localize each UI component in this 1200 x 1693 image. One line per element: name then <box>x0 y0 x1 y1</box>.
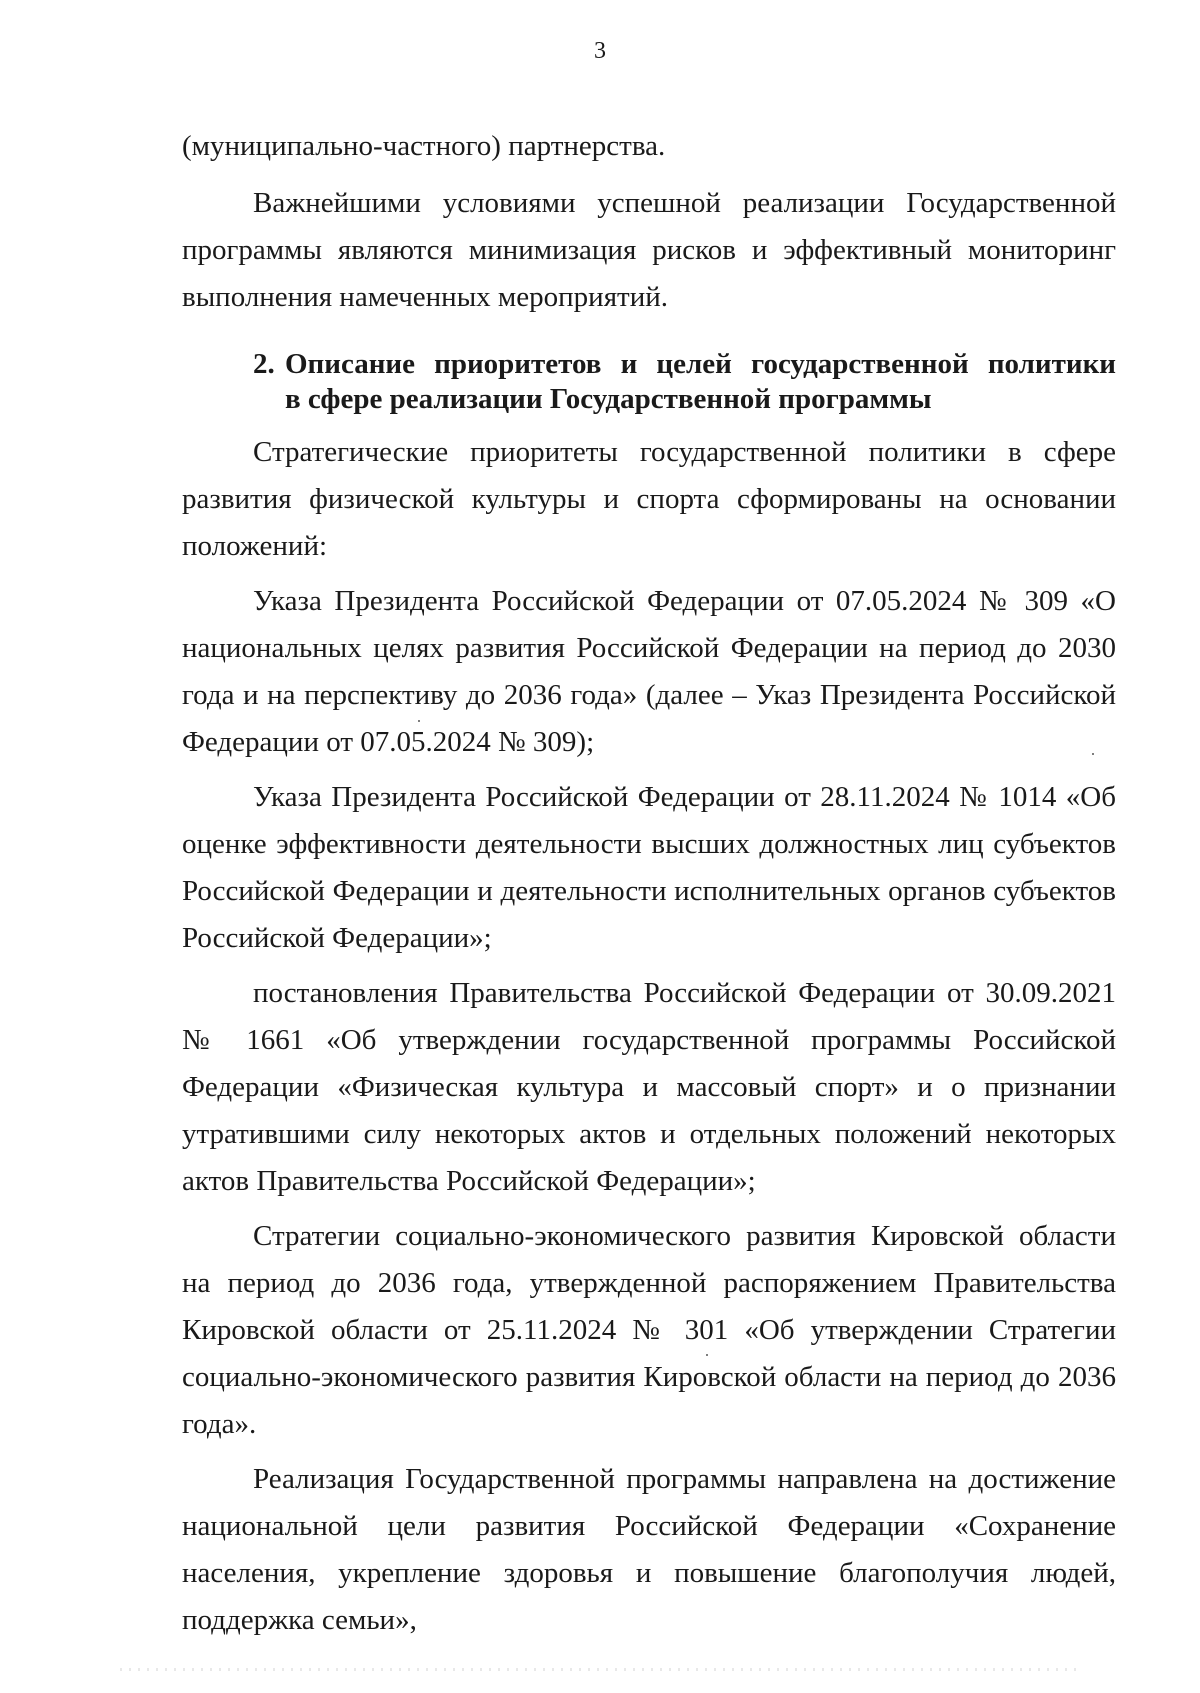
section-number: 2. <box>253 348 275 380</box>
paragraph: постановления Правительства Российской Федерации от 30.09.2021 № 1661 «Об утверждении государственной программы Российской Федерации «Физическая культура и массовый спорт» и о признании утратившими силу некоторых актов и отдельных положений некоторых актов Правительства Российской Федерации»; <box>182 977 1116 1197</box>
section-heading <box>182 347 1116 417</box>
section-title-line-2: в сфере реализации Государственной программы <box>285 383 932 415</box>
paragraph: Стратегические приоритеты государственной политики в сфере развития физической культуры и спорта сформированы на основании положений: <box>182 436 1116 562</box>
scan-speck <box>706 1354 708 1356</box>
scan-speck <box>418 720 420 722</box>
section-title-line-1: Описание приоритетов и целей государственной политики <box>285 348 1116 380</box>
page-number: 3 <box>594 38 606 64</box>
paragraph: Важнейшими условиями успешной реализации Государственной программы являются минимизация рисков и эффективный мониторинг выполнения намеченных мероприятий. <box>182 187 1116 313</box>
paragraph: Стратегии социально-экономического развития Кировской области на период до 2036 года, утвержденной распоряжением Правительства Кировской области от 25.11.2024 № 301 «Об утверждении Стратегии социально-экономического развития Кировской области на период до 2036 года». <box>182 1220 1116 1440</box>
paragraph: Указа Президента Российской Федерации от 07.05.2024 № 309 «О национальных целях развития Российской Федерации на период до 2030 года и на перспективу до 2036 года» (далее – Указ Президента Российской Федерации от 07.05.2024 № 309); <box>182 585 1116 758</box>
document-body <box>182 123 1116 1644</box>
paragraph-continuation: (муниципально-частного) партнерства. <box>182 130 666 162</box>
scan-speck <box>1092 753 1094 755</box>
paragraph: Указа Президента Российской Федерации от 28.11.2024 № 1014 «Об оценке эффективности деятельности высших должностных лиц субъектов Российской Федерации и деятельности исполнительных органов субъектов Российской Федерации»; <box>182 781 1116 954</box>
paragraph: Реализация Государственной программы направлена на достижение национальной цели развития Российской Федерации «Сохранение населения, укрепление здоровья и повышение благополучия людей, поддержка семьи», <box>182 1463 1116 1636</box>
scan-noise <box>120 1668 1080 1671</box>
